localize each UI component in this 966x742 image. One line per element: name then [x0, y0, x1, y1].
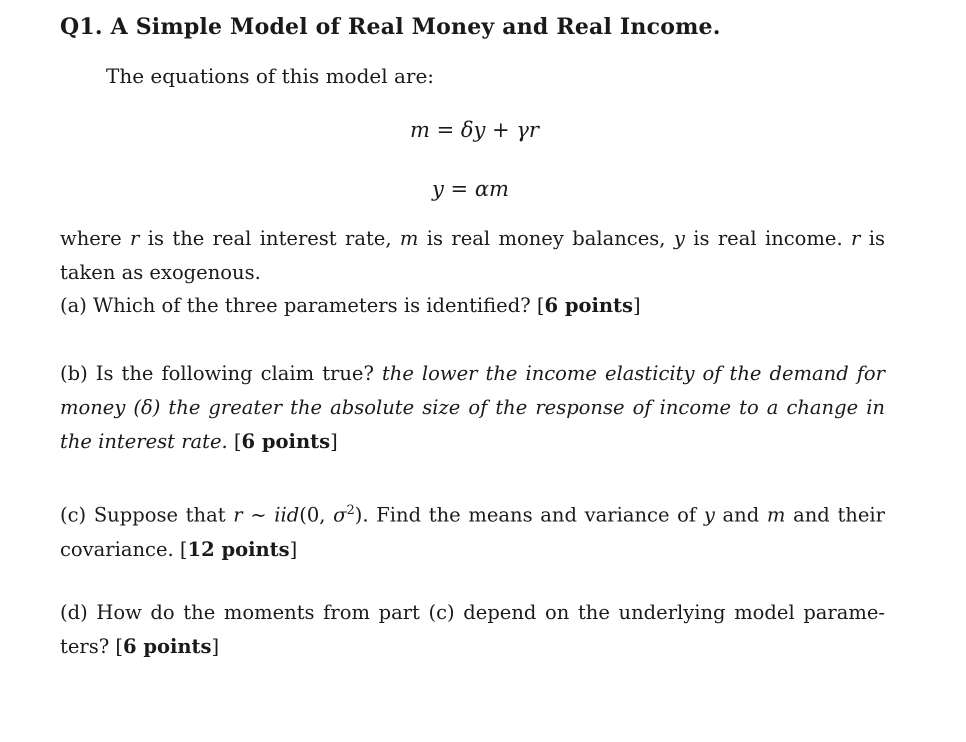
where-text: where	[60, 227, 131, 250]
part-c-text: and their covariance.	[60, 503, 885, 561]
where-text: is taken as exogenous.	[60, 227, 885, 284]
equation-money	[410, 118, 539, 142]
where-text: is real income.	[684, 227, 852, 250]
part-a-text: (a) Which of the three parameters is identified?	[60, 294, 537, 317]
bracket: ]	[289, 537, 298, 561]
dist-args: (0,	[299, 503, 334, 527]
part-b-claim: ) the greater the absolute size of the response of income to a change in the interest rate.	[60, 396, 885, 453]
part-c-text: and	[714, 503, 767, 527]
bracket: [	[115, 635, 123, 658]
part-b	[60, 357, 885, 459]
part-c-text: Find the means and variance of	[376, 503, 704, 527]
var-r: r	[130, 227, 140, 250]
points-label: 6 points	[544, 294, 634, 317]
part-d-text: (d) How do the moments from part (c) depend on the underlying model parame-ters?	[60, 601, 885, 658]
points-label: 12 points	[187, 537, 290, 561]
where-text: is the real interest rate,	[139, 227, 400, 250]
equation-income	[432, 177, 509, 201]
var-r: r	[851, 227, 861, 250]
part-d	[60, 596, 885, 664]
eq1-rhs: δy + γr	[460, 118, 539, 142]
part-c-lead: (c) Suppose that	[60, 503, 234, 527]
part-b-lead: (b) Is the following claim true?	[60, 362, 382, 385]
tilde-symbol: ∼	[242, 503, 275, 527]
eq2-lhs: y	[432, 177, 444, 201]
var-m: m	[766, 503, 786, 527]
bracket: [	[536, 294, 545, 317]
distribution-name: iid	[274, 503, 300, 527]
bracket: ]	[211, 635, 220, 658]
var-r: r	[233, 503, 243, 527]
bracket: ]	[330, 430, 338, 453]
eq1-op: =	[429, 118, 461, 142]
question-title: Q1. A Simple Model of Real Money and Real Income.	[60, 14, 721, 40]
intro-text: The equations of this model are:	[106, 64, 435, 88]
bracket: [	[179, 537, 188, 561]
bracket: ]	[633, 294, 641, 317]
eq1-lhs: m	[410, 118, 430, 142]
dist-args: ).	[354, 503, 377, 527]
variable-definitions	[60, 222, 885, 290]
var-y: y	[703, 503, 715, 527]
where-text: is real money balances,	[418, 227, 674, 250]
part-c	[60, 494, 885, 567]
var-delta: δ	[141, 396, 153, 419]
var-sigma: σ	[333, 503, 347, 527]
eq2-op: =	[443, 177, 475, 201]
var-m: m	[399, 227, 419, 250]
eq2-rhs: αm	[474, 177, 509, 201]
var-y: y	[673, 227, 685, 250]
superscript: 2	[346, 503, 355, 518]
bracket: [	[227, 430, 242, 453]
points-label: 6 points	[122, 635, 212, 658]
part-b-claim: the lower the income elasticity of the demand for money (	[60, 362, 885, 419]
part-a	[60, 289, 885, 323]
points-label: 6 points	[241, 430, 331, 453]
